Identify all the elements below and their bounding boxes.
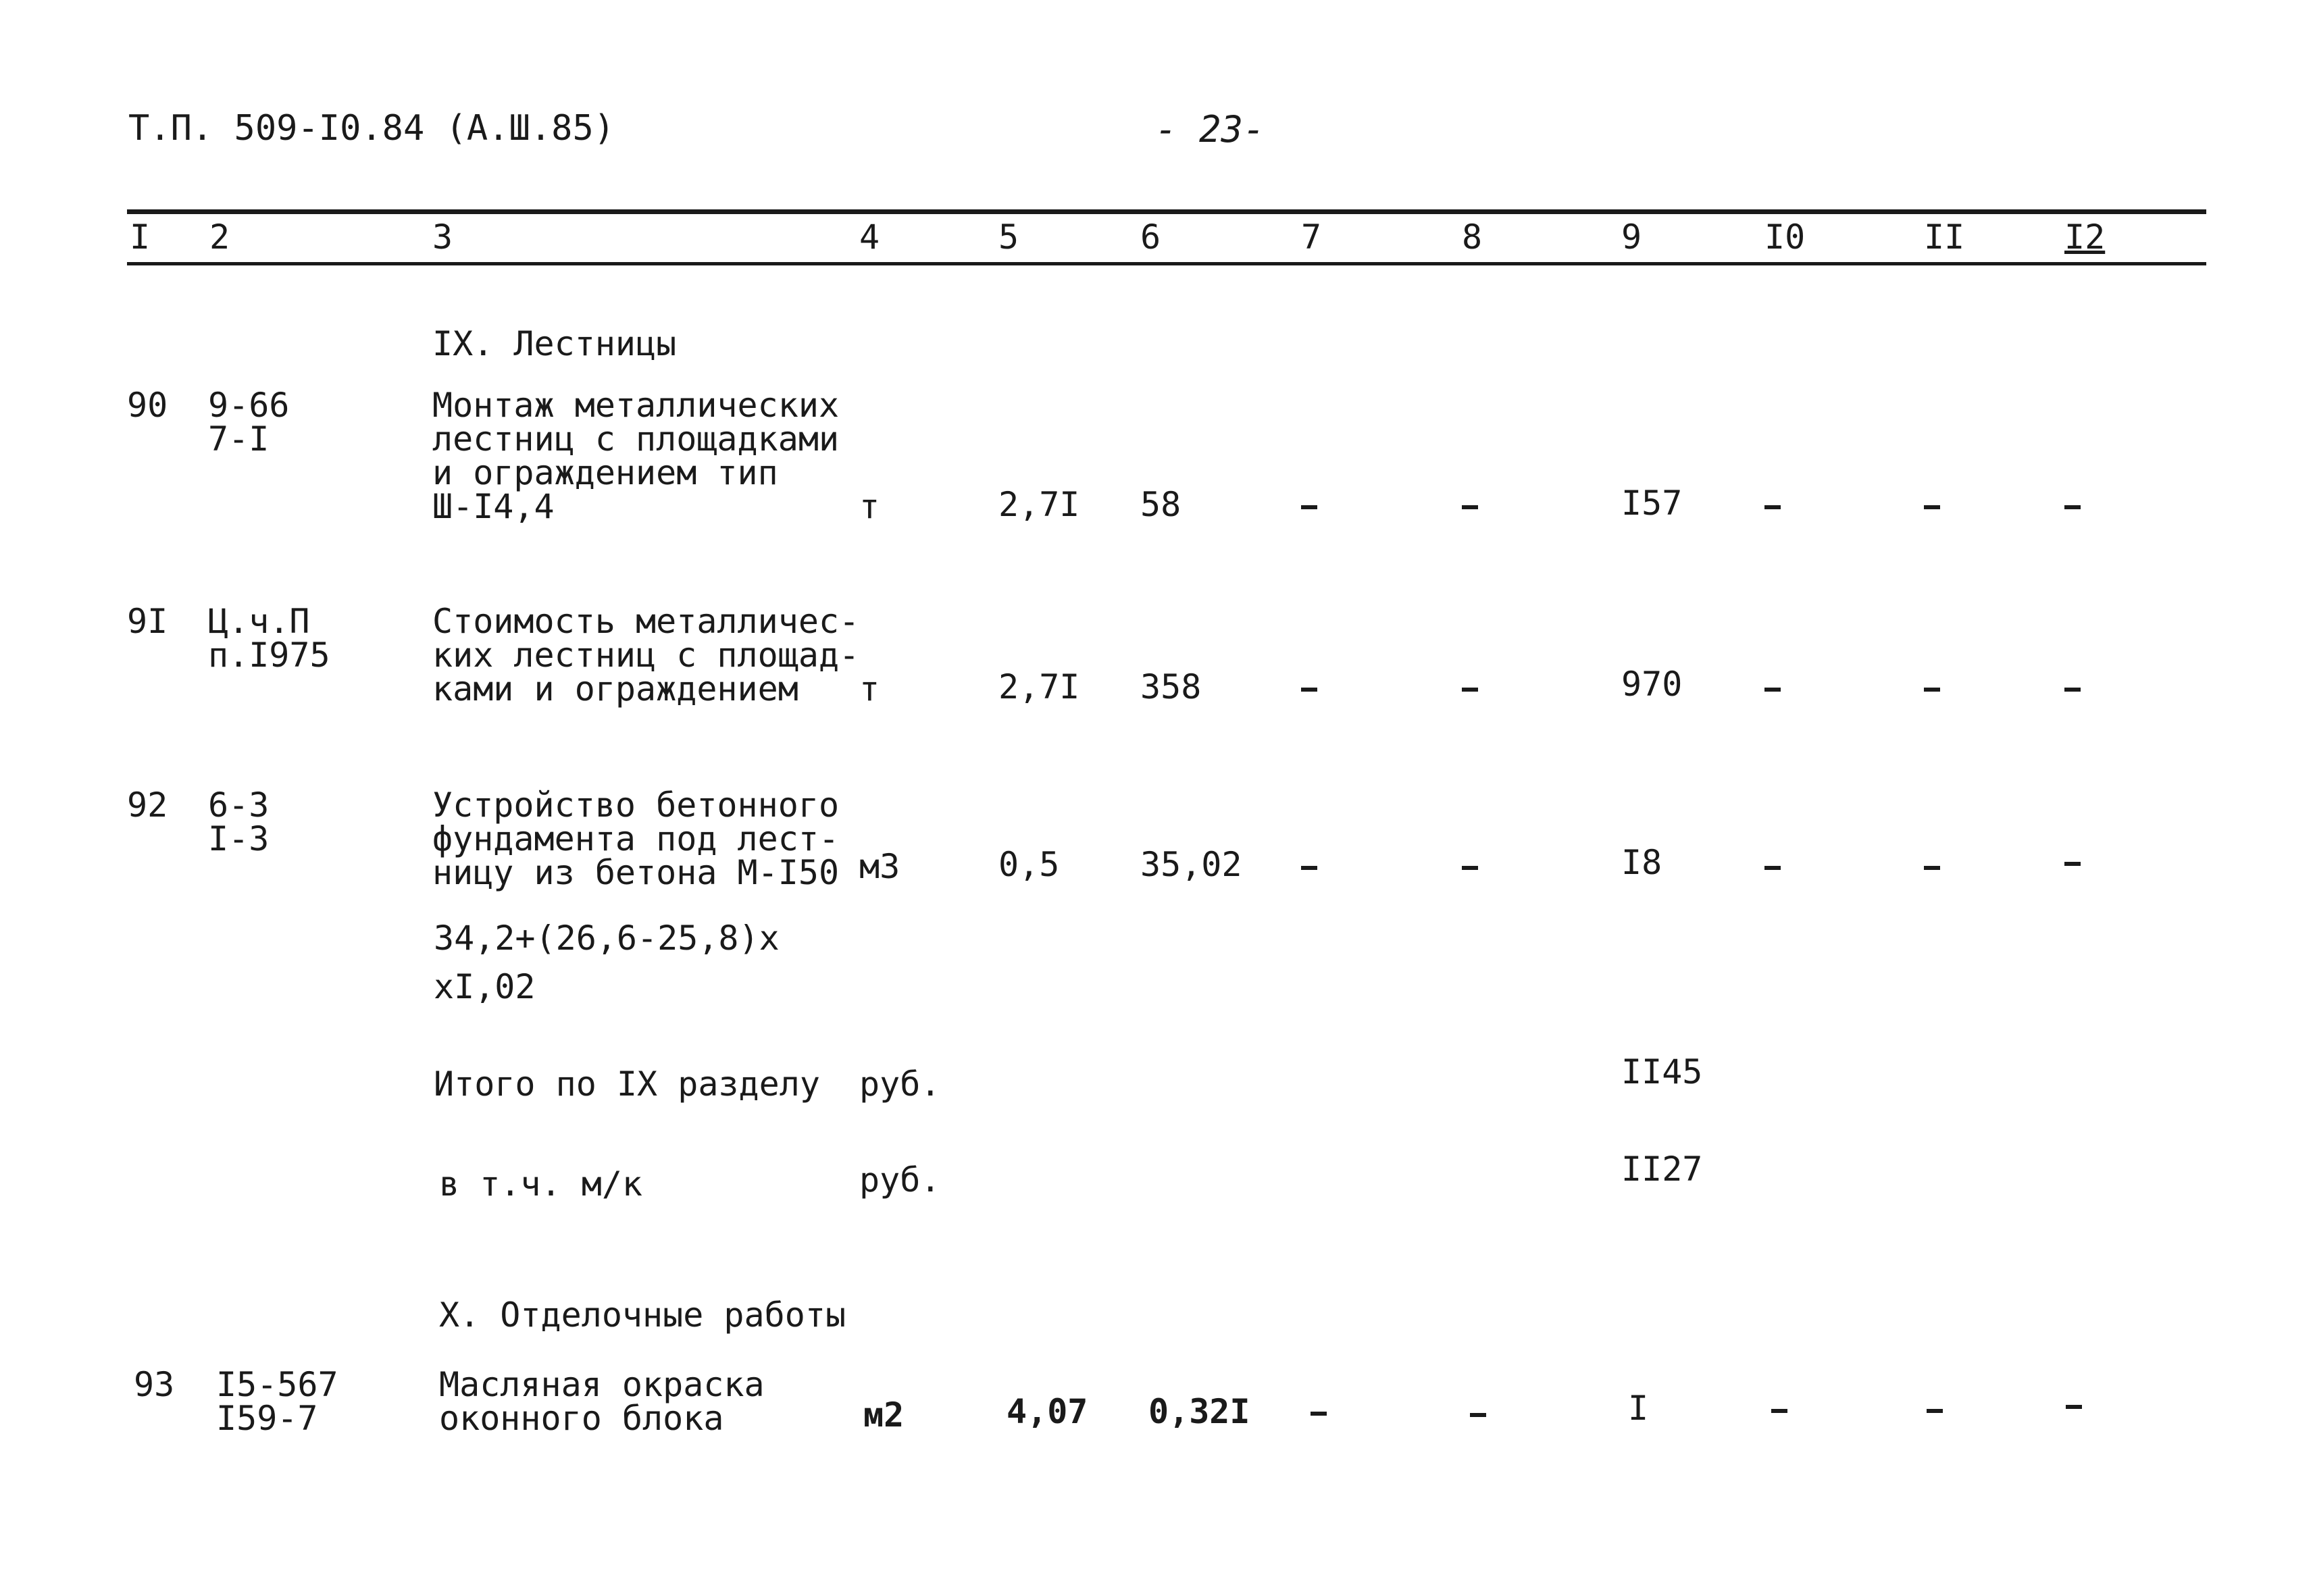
section-title: X. Отделочные работы	[439, 1295, 846, 1335]
empty-cell-dash	[1301, 688, 1317, 692]
empty-cell-dash	[2066, 1405, 2082, 1409]
description-line: ками и ограждением	[432, 669, 798, 709]
row-number: 9I	[127, 602, 168, 641]
column-number: I0	[1764, 217, 1806, 257]
total-cost: I8	[1621, 843, 1662, 882]
calculation-note	[434, 914, 780, 1011]
unit: т	[859, 487, 880, 526]
total-label: Итого по IX разделу	[434, 1064, 820, 1104]
unit-cost: 35,02	[1140, 845, 1242, 884]
empty-cell-dash	[1462, 866, 1478, 870]
work-description	[432, 788, 839, 890]
subtotal-value: II27	[1621, 1150, 1703, 1189]
document-code: Т.П. 509-I0.84 (А.Ш.85)	[128, 108, 615, 149]
norm-code-line: п.I975	[208, 636, 330, 675]
description-line: оконного блока	[439, 1399, 724, 1438]
total-value: II45	[1621, 1052, 1703, 1091]
empty-cell-dash	[1764, 505, 1781, 509]
norm-code	[208, 788, 269, 856]
description-line: Стоимость металличес-	[432, 602, 860, 641]
norm-code-line: 6-3	[208, 786, 270, 825]
empty-cell-dash	[1924, 688, 1940, 692]
description-line: Ш-I4,4	[432, 487, 555, 526]
norm-code-line: I-3	[208, 819, 270, 858]
quantity: 4,07	[1007, 1392, 1088, 1431]
empty-cell-dash	[1924, 866, 1940, 870]
norm-code-line: 7-I	[208, 419, 270, 459]
norm-code-line: I59-7	[216, 1399, 318, 1438]
column-number: 7	[1301, 217, 1322, 257]
empty-cell-dash	[1462, 505, 1478, 509]
table-top-rule	[127, 209, 2206, 214]
section-title: IX. Лестницы	[432, 324, 677, 363]
empty-cell-dash	[1301, 505, 1317, 509]
quantity: 0,5	[998, 845, 1060, 884]
description-line: фундамента под лест-	[432, 819, 840, 858]
description-line: Монтаж металлических	[432, 386, 840, 425]
table-header-bottom-rule	[127, 262, 2206, 265]
work-description	[439, 1365, 765, 1438]
calculation-line: 34,2+(26,6-25,8)x	[434, 919, 780, 958]
column-number: 6	[1140, 217, 1161, 257]
description-line: ких лестниц с площад-	[432, 636, 860, 675]
norm-code-line: Ц.ч.П	[208, 602, 310, 641]
quantity: 2,7I	[998, 485, 1080, 524]
empty-cell-dash	[1470, 1413, 1486, 1417]
calculation-line: xI,02	[434, 967, 536, 1006]
description-line: и ограждением тип	[432, 453, 778, 492]
column-number: I2	[2064, 217, 2106, 257]
column-number: II	[1924, 217, 1965, 257]
column-number: 3	[432, 217, 453, 257]
empty-cell-dash	[2064, 505, 2081, 509]
empty-cell-dash	[1771, 1409, 1787, 1413]
empty-cell-dash	[1311, 1412, 1327, 1416]
column-number: 4	[859, 217, 880, 257]
row-number: 92	[127, 786, 168, 825]
description-line: лестниц с площадками	[432, 419, 840, 459]
unit-cost: 358	[1140, 667, 1202, 706]
unit: м3	[859, 847, 900, 886]
empty-cell-dash	[1924, 505, 1940, 509]
work-description	[432, 602, 860, 709]
total-cost: I	[1628, 1389, 1649, 1428]
description-line: Масляная окраска	[439, 1365, 765, 1404]
page-number: - 23-	[1155, 108, 1265, 151]
empty-cell-dash	[1927, 1409, 1943, 1413]
norm-code	[216, 1365, 338, 1438]
norm-code	[208, 602, 330, 675]
norm-code-line: I5-567	[216, 1365, 338, 1404]
column-number: I	[130, 217, 151, 257]
column-number: 2	[209, 217, 230, 257]
column-number: 5	[998, 217, 1019, 257]
empty-cell-dash	[2064, 688, 2081, 692]
row-number: 90	[127, 386, 168, 425]
unit-cost: 0,32I	[1148, 1392, 1250, 1431]
unit: т	[859, 669, 880, 709]
unit-cost: 58	[1140, 485, 1181, 524]
column-number: 8	[1462, 217, 1483, 257]
description-line: Устройство бетонного	[432, 786, 840, 825]
subtotal-unit: руб.	[859, 1160, 941, 1200]
empty-cell-dash	[2064, 862, 2081, 866]
norm-code-line: 9-66	[208, 386, 290, 425]
empty-cell-dash	[1764, 866, 1781, 870]
total-cost: 970	[1621, 665, 1683, 704]
empty-cell-dash	[1764, 688, 1781, 692]
quantity: 2,7I	[998, 667, 1080, 706]
column-number: 9	[1621, 217, 1642, 257]
subtotal-label: в т.ч. м/к	[439, 1164, 643, 1204]
total-cost: I57	[1621, 484, 1683, 523]
total-unit: руб.	[859, 1064, 941, 1104]
row-number: 93	[134, 1365, 175, 1404]
norm-code	[208, 386, 290, 459]
description-line: ницу из бетона М-I50	[432, 853, 840, 892]
empty-cell-dash	[1301, 866, 1317, 870]
work-description	[432, 386, 840, 526]
empty-cell-dash	[1462, 688, 1478, 692]
unit: м2	[863, 1395, 905, 1435]
